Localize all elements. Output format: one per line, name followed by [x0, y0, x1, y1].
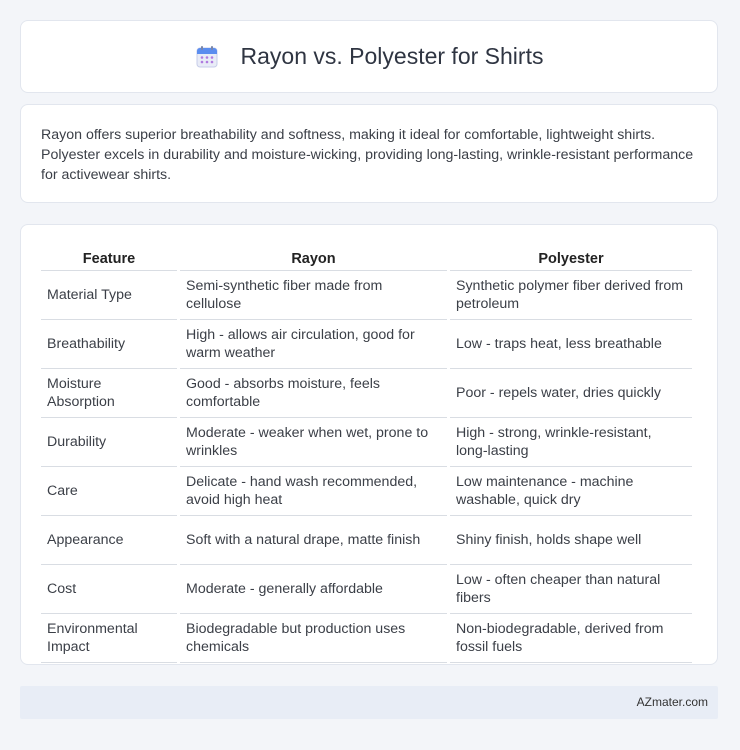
page-title: Rayon vs. Polyester for Shirts	[240, 43, 544, 69]
polyester-cell: High - strong, wrinkle-resistant, long-lasting	[450, 418, 692, 467]
rayon-cell: Moderate - weaker when wet, prone to wrinkles	[180, 418, 447, 467]
footer-bar	[20, 686, 718, 719]
rayon-cell: Soft with a natural drape, matte finish	[180, 516, 447, 565]
comparison-table	[38, 245, 695, 663]
polyester-cell: Shiny finish, holds shape well	[450, 516, 692, 565]
feature-cell: Cost	[41, 565, 177, 614]
table-row	[41, 369, 692, 418]
rayon-cell: Semi-synthetic fiber made from cellulose	[180, 271, 447, 320]
column-header-rayon: Rayon	[180, 245, 447, 271]
table-row	[41, 467, 692, 516]
polyester-cell: Non-biodegradable, derived from fossil fuels	[450, 614, 692, 663]
rayon-cell: Good - absorbs moisture, feels comfortable	[180, 369, 447, 418]
feature-cell: Care	[41, 467, 177, 516]
polyester-cell: Poor - repels water, dries quickly	[450, 369, 692, 418]
header-card	[20, 20, 718, 93]
summary-text: Rayon offers superior breathability and softness, making it ideal for comfortable, lightweight shirts. Polyester excels in durability and moisture-wicking, providing long-lasting, wrinkle-resistant performance for activewear shirts.	[41, 127, 694, 183]
feature-cell: Appearance	[41, 516, 177, 565]
polyester-cell: Low - traps heat, less breathable	[450, 320, 692, 369]
feature-cell: Material Type	[41, 271, 177, 320]
column-header-feature: Feature	[41, 245, 177, 271]
table-header-row	[41, 245, 692, 271]
polyester-cell: Low maintenance - machine washable, quick dry	[450, 467, 692, 516]
feature-cell: Environmental Impact	[41, 614, 177, 663]
table-row	[41, 320, 692, 369]
table-row	[41, 614, 692, 663]
table-row	[41, 418, 692, 467]
calendar-icon	[195, 45, 219, 69]
comparison-table-card	[20, 224, 718, 665]
polyester-cell: Low - often cheaper than natural fibers	[450, 565, 692, 614]
rayon-cell: Biodegradable but production uses chemicals	[180, 614, 447, 663]
feature-cell: Durability	[41, 418, 177, 467]
summary-card	[20, 104, 718, 203]
rayon-cell: High - allows air circulation, good for warm weather	[180, 320, 447, 369]
rayon-cell: Delicate - hand wash recommended, avoid high heat	[180, 467, 447, 516]
table-row	[41, 271, 692, 320]
polyester-cell: Synthetic polymer fiber derived from petroleum	[450, 271, 692, 320]
feature-cell: Breathability	[41, 320, 177, 369]
footer-brand: AZmater.com	[636, 695, 708, 709]
feature-cell: Moisture Absorption	[41, 369, 177, 418]
column-header-polyester: Polyester	[450, 245, 692, 271]
table-row	[41, 516, 692, 565]
table-row	[41, 565, 692, 614]
rayon-cell: Moderate - generally affordable	[180, 565, 447, 614]
